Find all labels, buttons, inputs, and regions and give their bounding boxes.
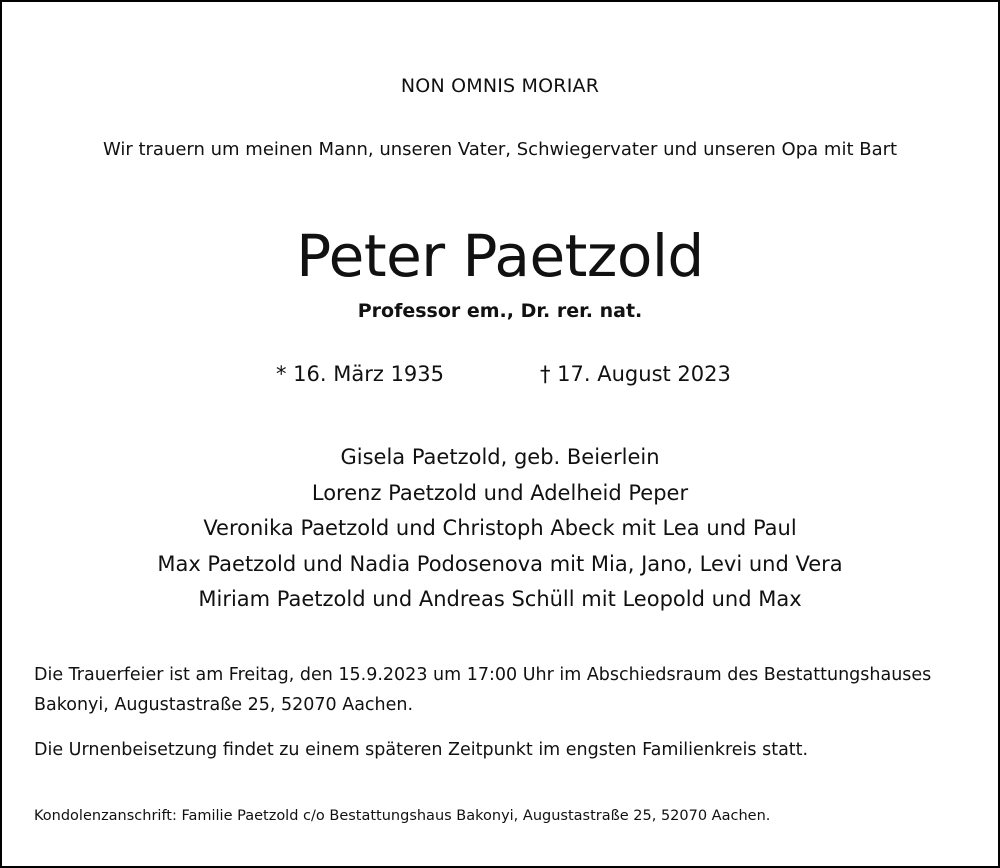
condolence-address: Kondolenzanschrift: Familie Paetzold c/o Bestattungshaus Bakonyi, Augustastraße 25, 52070 Aachen.: [34, 808, 771, 824]
academic-title: Professor em., Dr. rer. nat.: [357, 300, 643, 322]
family-list: [2, 440, 998, 618]
intro-text: Wir trauern um meinen Mann, unseren Vater, Schwiegervater und unseren Opa mit Bart: [102, 139, 898, 160]
family-member: Veronika Paetzold und Christoph Abeck mit Lea und Paul: [203, 516, 797, 540]
motto: NON OMNIS MORIAR: [400, 75, 600, 97]
burial-info: Die Urnenbeisetzung findet zu einem späteren Zeitpunkt im engsten Familienkreis statt.: [34, 740, 809, 760]
deceased-name: Peter Paetzold: [296, 222, 704, 290]
family-member: Max Paetzold und Nadia Podosenova mit Mia, Jano, Levi und Vera: [157, 551, 843, 576]
death-date: † 17. August 2023: [540, 362, 731, 386]
family-member: Lorenz Paetzold und Adelheid Peper: [311, 480, 689, 505]
family-member: Miriam Paetzold und Andreas Schüll mit Leopold und Max: [198, 587, 802, 611]
funeral-info: Die Trauerfeier ist am Freitag, den 15.9.2023 um 17:00 Uhr im Abschiedsraum des Bestattungshauses Bakonyi, Augustastraße 25, 52070 Aachen.: [34, 665, 932, 715]
family-member: Gisela Paetzold, geb. Beierlein: [340, 445, 660, 469]
birth-date: * 16. März 1935: [276, 362, 445, 386]
